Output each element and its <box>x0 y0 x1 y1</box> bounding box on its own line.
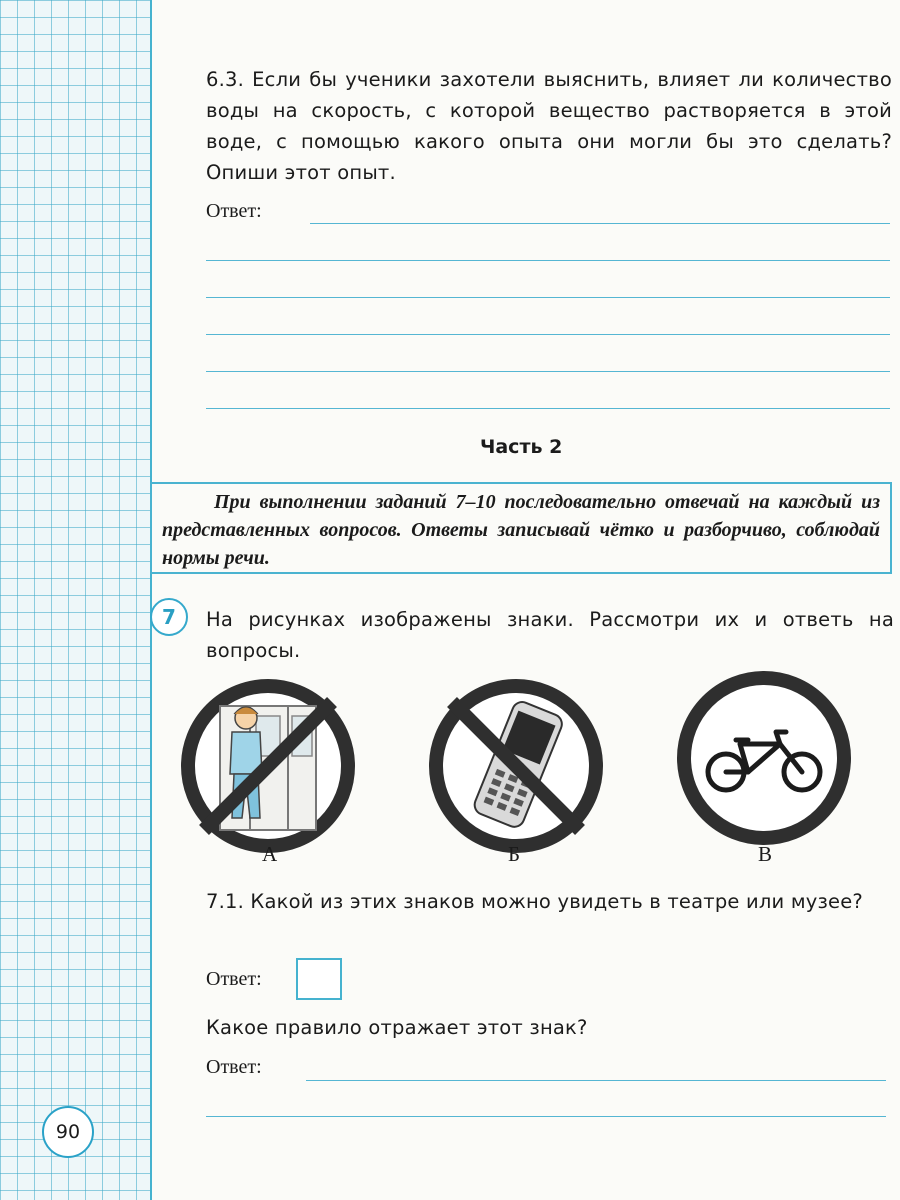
sign-b <box>428 678 604 854</box>
sign-c <box>676 670 852 846</box>
workbook-page <box>150 0 900 1200</box>
answer-label-6-3: Ответ: <box>206 200 262 222</box>
sign-c-label: В <box>758 842 773 866</box>
sign-b-label: Б <box>508 842 521 866</box>
sign-a-label: А <box>262 842 278 866</box>
rule-question-text: Какое правило отражает этот знак? <box>206 1016 588 1039</box>
answer-line[interactable] <box>206 408 890 409</box>
question-7-1-text: 7.1. Какой из этих знаков можно увидеть в театре или музее? <box>206 890 863 913</box>
task-number-badge: 7 <box>150 598 188 636</box>
page-number: 90 <box>42 1106 94 1158</box>
part-title: Часть 2 <box>480 436 563 458</box>
grid-margin <box>0 0 152 1200</box>
answer-line[interactable] <box>306 1080 886 1081</box>
answer-label-7-1: Ответ: <box>206 968 262 990</box>
answer-line[interactable] <box>206 1116 886 1117</box>
question-7-text: На рисунках изображены знаки. Рассмотри их и ответь на вопросы. <box>206 608 894 662</box>
answer-line[interactable] <box>206 297 890 298</box>
answer-line[interactable] <box>206 334 890 335</box>
answer-line[interactable] <box>206 371 890 372</box>
answer-line[interactable] <box>206 260 890 261</box>
question-6-3-text: 6.3. Если бы ученики захотели выяснить, влияет ли количество воды на скорость, с которой вещество растворяется в этой воде, с помощью какого опыта они могли бы это сделать? Опиши этот опыт. <box>206 68 892 184</box>
instructions-box <box>150 482 892 574</box>
answer-label-rule: Ответ: <box>206 1056 262 1078</box>
sign-a <box>180 678 356 854</box>
answer-box-7-1[interactable] <box>296 958 342 1000</box>
answer-line[interactable] <box>310 223 890 224</box>
instructions-text: При выполнении заданий 7–10 последовательно отвечай на каждый из представленных вопросов. Ответы записывай чётко и разборчиво, соблюдай нормы речи. <box>162 491 880 569</box>
